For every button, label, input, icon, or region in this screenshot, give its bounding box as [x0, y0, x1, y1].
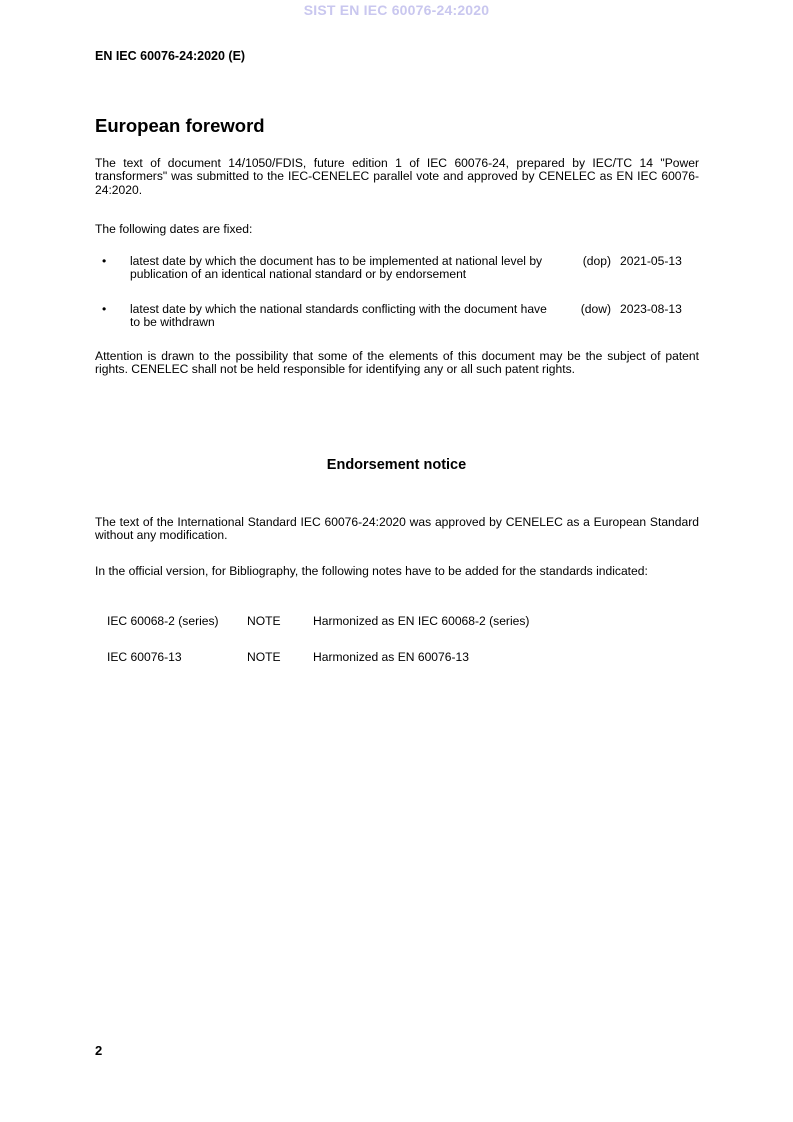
watermark: SIST EN IEC 60076-24:2020 [303, 2, 490, 18]
date-item-code: (dow) [580, 302, 611, 316]
note-label: NOTE [247, 614, 281, 628]
bullet-icon: • [102, 254, 107, 268]
patent-rights-paragraph: Attention is drawn to the possibility that some of the elements of this document may be the subject of patent rights. CENELEC shall not be held responsible for identifying any or all such patent rights. [95, 349, 699, 377]
bibliography-note-row [107, 615, 667, 629]
date-item-code: (dop) [582, 254, 611, 268]
date-item-date: 2023-08-13 [620, 302, 682, 316]
endorsement-paragraph: The text of the International Standard IEC 60076-24:2020 was approved by CENELEC as a European Standard without any modification. [95, 515, 699, 543]
date-item-dop [95, 255, 699, 283]
page-number: 2 [95, 1043, 103, 1058]
note-text: Harmonized as EN 60076-13 [313, 650, 469, 664]
bibliography-note-row [107, 651, 667, 665]
foreword-dates-intro: The following dates are fixed: [95, 222, 253, 236]
date-item-dow [95, 303, 699, 331]
note-label: NOTE [247, 650, 281, 664]
foreword-title: European foreword [95, 115, 265, 136]
bibliography-intro: In the official version, for Bibliography, the following notes have to be added for the standards indicated: [95, 564, 648, 578]
note-text: Harmonized as EN IEC 60068-2 (series) [313, 614, 530, 628]
date-item-text: latest date by which the national standards conflicting with the document have to be withdrawn [130, 302, 547, 330]
note-standard: IEC 60068-2 (series) [107, 614, 219, 628]
date-item-text: latest date by which the document has to be implemented at national level by publication of an identical national standard or by endorsement [130, 254, 543, 282]
bullet-icon: • [102, 302, 107, 316]
date-item-date: 2021-05-13 [620, 254, 682, 268]
document-header: EN IEC 60076-24:2020 (E) [95, 49, 246, 63]
note-standard: IEC 60076-13 [107, 650, 182, 664]
foreword-paragraph: The text of document 14/1050/FDIS, future edition 1 of IEC 60076-24, prepared by IEC/TC 14 "Power transformers" was submitted to the IEC-CENELEC parallel vote and approved by CENELEC as EN IEC 60076-24:2020. [95, 156, 699, 197]
endorsement-title: Endorsement notice [326, 457, 467, 473]
